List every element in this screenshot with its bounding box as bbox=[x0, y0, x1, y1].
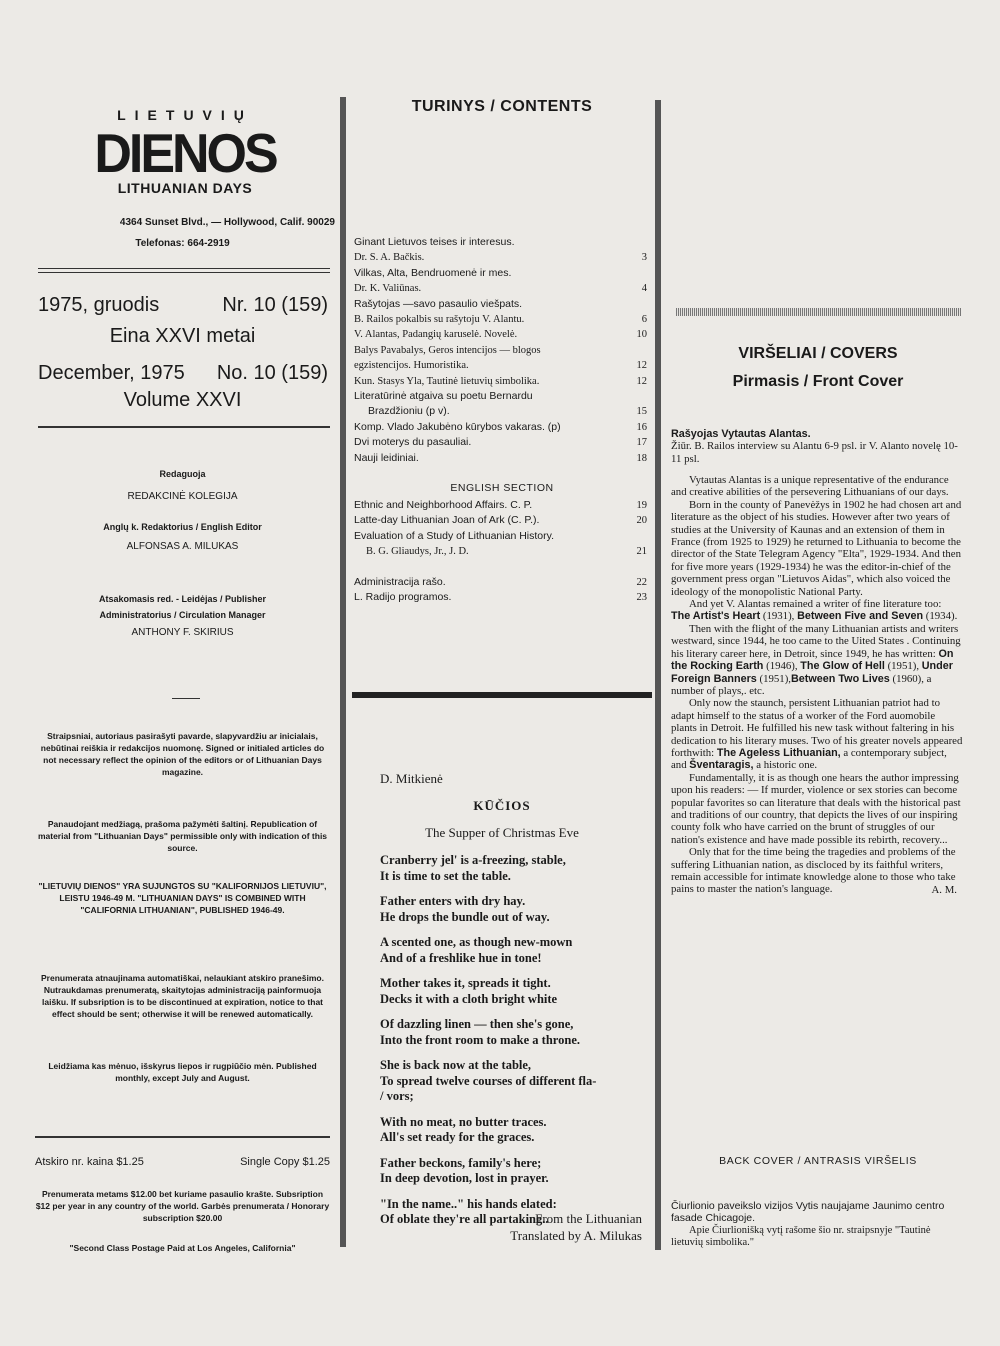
toc-entry: Komp. Vlado Jakubėno kūrybos vakaras. (p) 16 bbox=[354, 420, 647, 433]
toc-entry-title: Balys Pavabalys, Geros intencijos — blogos bbox=[354, 344, 541, 356]
brand-top: LIETUVIŲ bbox=[117, 107, 253, 123]
covers-column bbox=[668, 90, 968, 1260]
toc-entry: V. Alantas, Padangių karuselė. Novelė. 10 bbox=[354, 329, 647, 341]
price-en: Single Copy $1.25 bbox=[240, 1156, 330, 1168]
english-section-heading: ENGLISH SECTION bbox=[450, 482, 554, 494]
english-contents-list bbox=[354, 498, 647, 560]
poem-body bbox=[380, 853, 642, 1238]
cover-caption: Rašyojas Vytautas Alantas. bbox=[671, 428, 811, 440]
poem-stanza: "In the name.." his hands elated: Of oblate they're all partaking.. bbox=[380, 1196, 557, 1226]
toc-entry: Kun. Stasys Yla, Tautinė lietuvių simbolika. 12 bbox=[354, 375, 647, 387]
toc-entry: Dr. K. Valiūnas. 4 bbox=[354, 283, 647, 295]
toc-entry-title: Vilkas, Alta, Bendruomenė ir mes. bbox=[354, 266, 512, 279]
poem-stanza: A scented one, as though new-mown And of a freshlike hue in tone! bbox=[380, 935, 573, 965]
poem-stanza: Mother takes it, spreads it tight. Decks it with a cloth bright white bbox=[380, 976, 558, 1006]
divider bbox=[38, 272, 330, 273]
poem-source: From the Lithuanian bbox=[535, 1211, 642, 1226]
contents-list bbox=[354, 235, 647, 466]
toc-entry: Dvi moterys du pasauliai. 17 bbox=[354, 436, 647, 449]
poem-stanza: She is back now at the table, To spread twelve courses of different fla- / vors; bbox=[380, 1058, 597, 1103]
toc-entry: L. Radijo programos. 23 bbox=[354, 591, 647, 604]
single-copy-price bbox=[35, 1156, 330, 1168]
poem-author: D. Mitkienė bbox=[380, 771, 443, 786]
poem-title: KŪČIOS bbox=[473, 798, 531, 813]
english-editor-label: Anglų k. Redaktorius / English Editor bbox=[103, 522, 262, 532]
masthead-column bbox=[30, 90, 335, 1290]
article-paragraph: Then with the flight of the many Lithuanian artists and writers westward, since 1944, he too came to the Uited States . Continuing his literary career here, in Detroit, since 1949, he has written: On the Rocking Earth (1946), The Glow of Hell (1951), Under Foreign Banners (1951),Between Two Lives (1960), a number of plays,. etc. bbox=[671, 622, 961, 697]
article-paragraph: Vytautas Alantas is a unique representative of the endurance and creative abilities of the persevering Lithuanians of our days. bbox=[671, 474, 949, 499]
poem-stanza: Father enters with dry hay. He drops the bundle out of way. bbox=[380, 894, 550, 924]
issue-en bbox=[38, 362, 328, 385]
cover-reference: Žiūr. B. Railos interview su Alantu 6-9 psl. ir V. Alanto novelę 10-11 psl. bbox=[671, 440, 958, 465]
issue-en-volume: Volume XXVI bbox=[123, 389, 242, 411]
brand-logo: DIENOS bbox=[94, 123, 276, 185]
column-divider bbox=[655, 100, 661, 1250]
issue-lt-number: Nr. 10 (159) bbox=[222, 294, 328, 316]
article-paragraph: Only now the staunch, persistent Lithuanian patriot had to adapt himself to the status of a worker of the Ford auomobile plants in Detroit. He fulfilled his new task without faltering in his dedication to his literary muses. Two of his greater novels appeared forthwith: The Ageless Lithuanian, a contemporary subject, and Šventaragis, a historic one. bbox=[671, 697, 963, 772]
toc-entry: Dr. S. A. Bačkis. 3 bbox=[354, 252, 647, 264]
toc-entry: B. G. Gliaudys, Jr., J. D. 21 bbox=[366, 546, 647, 558]
back-cover-heading: BACK COVER / ANTRASIS VIRŠELIS bbox=[719, 1155, 917, 1167]
toc-entry: Administracija rašo. 22 bbox=[354, 576, 647, 588]
circulation-label: Administratorius / Circulation Manager bbox=[99, 610, 266, 620]
toc-entry: Ethnic and Neighborhood Affairs. C. P. 19 bbox=[354, 499, 647, 511]
notice-published: Leidžiama kas mėnuo, išskyrus liepos ir rugpiūčio mėn. Published monthly, except July and August. bbox=[48, 1061, 317, 1083]
toc-entry: Brazdžioniu (p v). 15 bbox=[368, 405, 647, 418]
english-editor: ALFONSAS A. MILUKAS bbox=[126, 541, 239, 552]
publisher-label: Atsakomasis red. - Leidėjas / Publisher bbox=[98, 594, 267, 604]
article-paragraph: Fundamentally, it is as though one hears the author impressing upon his readers: — If murder, violence or sex stories can become popular favorites so can literature that deals with the historical past and traditions of our country, that depicts the lives of our inspiring county folk who have carried on the brunt of struggles of our nation's existence and have made possible its rebirth, recovery... bbox=[671, 771, 961, 846]
address: 4364 Sunset Blvd., — Hollywood, Calif. 90029 bbox=[119, 217, 335, 228]
poem-stanza: With no meat, no butter traces. All's set ready for the graces. bbox=[380, 1114, 547, 1144]
article-paragraph: Only that for the time being the tragedies and problems of the suffering Lithuanian nation, as discloced by its faithful writers, remain accessible for intimate knowledge alone to those who take pains to master the nation's language. bbox=[671, 846, 956, 896]
price-lt: Atskiro nr. kaina $1.25 bbox=[35, 1156, 144, 1168]
poem-stanza: Father beckons, family's here; In deep devotion, lost in prayer. bbox=[380, 1155, 549, 1185]
front-cover-heading: Pirmasis / Front Cover bbox=[732, 373, 904, 390]
covers-article bbox=[671, 474, 963, 896]
poem-stanza: Cranberry jel' is a-freezing, stable, It is time to set the table. bbox=[380, 853, 566, 883]
phone: Telefonas: 664-2919 bbox=[135, 238, 230, 249]
notice-subscription: Prenumerata atnaujinama automatiškai, nelaukiant atskiro pranešimo. Nutraukdamas prenumeratą, skaitytojas administraciją painformuoja laišku. If subsription is to be discontinued at expiration, notice to that effect should be sent; otherwise it will be renewed automatically. bbox=[41, 973, 324, 1019]
issue-lt-date: 1975, gruodis bbox=[38, 294, 160, 316]
toc-entry: Latte-day Lithuanian Joan of Ark (C. P.). 20 bbox=[354, 514, 647, 527]
toc-entry: egzistencijos. Humoristika. 12 bbox=[354, 360, 647, 372]
hatched-rule bbox=[676, 308, 961, 316]
postage-note: "Second Class Postage Paid at Los Angeles, California" bbox=[69, 1243, 296, 1253]
issue-lt bbox=[38, 294, 328, 317]
back-cover-text bbox=[671, 1200, 963, 1250]
divider bbox=[38, 426, 330, 428]
publisher-name: ANTHONY F. SKIRIUS bbox=[131, 627, 234, 638]
notice-opinion: Straipsniai, autoriaus pasirašyti pavarde, slapyvardžiu ar inicialais, nebūtinai reiškia ir redakcijos nuomonę. Signed or initialed articles do not necessary reflect the opinion of the editors or of Lithuanian Days magazine. bbox=[40, 731, 325, 777]
edited-label: Redaguoja bbox=[159, 469, 206, 479]
back-cover-reference: Apie Čiurlionišką vytį rašome šio nr. straipsnyje "Tautinė lietuvių simbolika." bbox=[671, 1224, 931, 1249]
toc-entry-title: Literatūrinė atgaiva su poetu Bernardu bbox=[354, 390, 533, 403]
poem-translator: Translated by A. Milukas bbox=[510, 1228, 642, 1243]
divider bbox=[38, 268, 330, 269]
article-paragraph: And yet V. Alantas remained a writer of fine literature too: The Artist's Heart (1931), Between Five and Seven (1934). bbox=[671, 598, 958, 623]
signature: A. M. bbox=[931, 883, 957, 896]
poem-stanza: Of dazzling linen — then she's gone, Into the front room to make a throne. bbox=[380, 1017, 580, 1047]
editorial-board: REDAKCINĖ KOLEGIJA bbox=[127, 491, 238, 502]
toc-entry: Nauji leidiniai. 18 bbox=[354, 451, 647, 464]
contents-column bbox=[352, 90, 652, 1260]
issue-lt-volume: Eina XXVI metai bbox=[109, 325, 256, 347]
brand-subtitle: LITHUANIAN DAYS bbox=[117, 180, 253, 196]
poem-subtitle: The Supper of Christmas Eve bbox=[425, 825, 579, 840]
thick-divider bbox=[352, 692, 652, 698]
notice-combined: "LIETUVIŲ DIENOS" YRA SUJUNGTOS SU "KALIFORNIJOS LIETUVIU", LEISTU 1946-49 M. "LITHUANIAN DAYS" IS COMBINED WITH "CALIFORNIA LITHUANIAN", PUBLISHED 1946-49. bbox=[38, 881, 327, 915]
divider bbox=[35, 1136, 330, 1138]
contents-heading: TURINYS / CONTENTS bbox=[411, 98, 593, 115]
toc-entry: B. Railos pokalbis su rašytoju V. Alantu. 6 bbox=[354, 314, 647, 326]
issue-en-date: December, 1975 bbox=[38, 362, 185, 384]
toc-entry-title: Rašytojas —savo pasaulio viešpats. bbox=[354, 297, 523, 310]
subscription-price: Prenumerata metams $12.00 bet kuriame pasaulio krašte. Subsription $12 per year in any country of the world. Garbės prenumerata / Honorary subscription $20.00 bbox=[35, 1189, 330, 1223]
admin-contents-list bbox=[354, 575, 647, 606]
covers-heading: VIRŠELIAI / COVERS bbox=[738, 345, 898, 362]
article-paragraph: Born in the county of Panevėžys in 1902 he had chosen art and literature as the object of his studies. However after two years of studies at the University of Kaunas and an extension of them in France (from 1925 to 1929) he returned to Lithuania to become the director of the State Telegram Agency "Elta", 1929-1934. And then for five more years (1929-1934) he was the editor-in-chief of the government press organ "Lietuvos Aidas", which also voiced the ideology of the monopolistic National Party. bbox=[671, 498, 962, 598]
column-divider bbox=[340, 97, 346, 1247]
notice-republication: Panaudojant medžiagą, prašoma pažymėti šaltinį. Republication of material from "Lithuanian Days" permissible only with indication of this source. bbox=[37, 819, 328, 853]
toc-entry-title: Evaluation of a Study of Lithuanian History. bbox=[354, 529, 555, 542]
divider bbox=[172, 698, 200, 699]
issue-en-number: No. 10 (159) bbox=[216, 362, 328, 384]
back-cover-caption: Čiurlionio paveikslo vizijos Vytis naujajame Jaunimo centro fasade Chicagoje. bbox=[671, 1200, 945, 1225]
covers-intro bbox=[671, 428, 963, 465]
toc-entry-title: Ginant Lietuvos teises ir interesus. bbox=[354, 236, 515, 248]
